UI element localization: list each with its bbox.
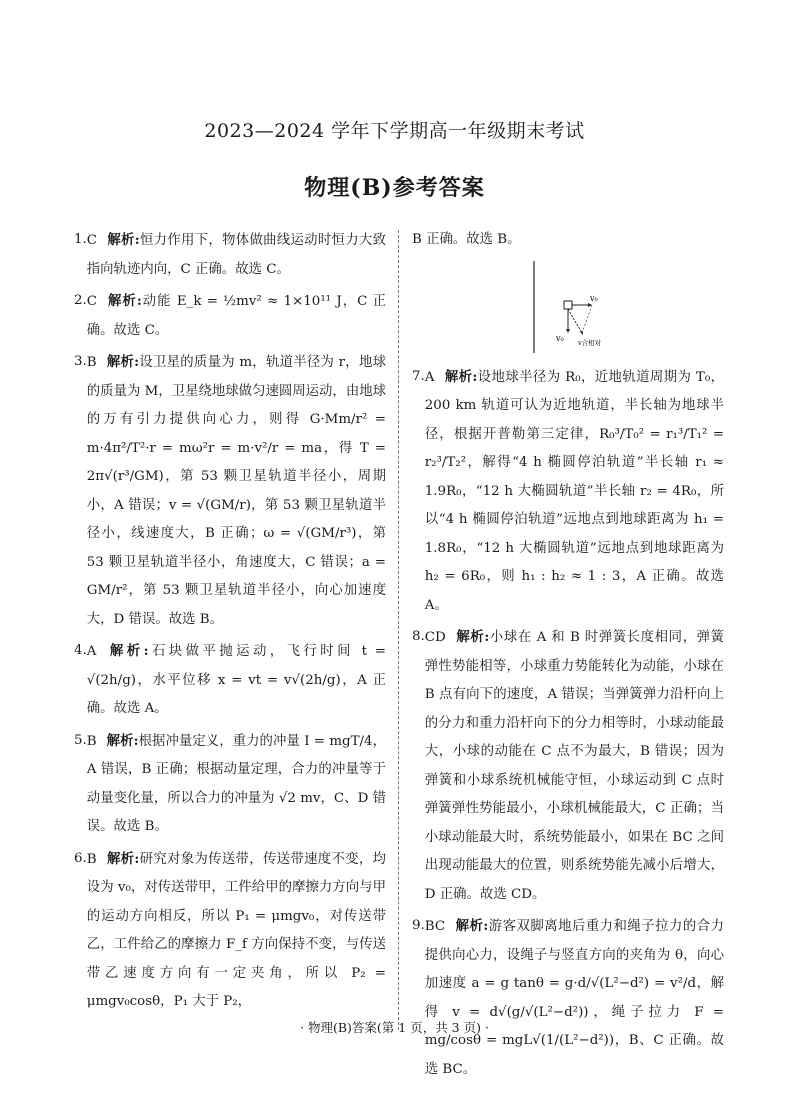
question-item <box>412 912 724 1084</box>
analysis-label: 解析: <box>455 918 489 934</box>
question-number: 3. <box>74 354 87 369</box>
answer-choice: A <box>424 369 435 385</box>
continued-text: B 正确。故选 B。 <box>412 232 521 247</box>
question-item <box>412 363 724 621</box>
analysis-label: 解析: <box>455 629 490 645</box>
analysis-text: 设地球半径为 R₀，近地轨道周期为 T₀，200 km 轨道可认为近地轨道，半长轴为地球半径，根据开普勒第三定律，R₀³/T₀² = r₁³/T₁² = r₂³/T₂²，解得“4 h 椭圆停泊轨道”半长轴 r₁ ≈ 1.9R₀，“12 h 大椭圆轨道”半长轴 r₂ = 4R₀，所以“4 h 椭圆停泊轨道”远地点到地球距离为 h₁ = 1.8R₀，“12 h 大椭圆轨道”远地点到地球距离为 h₂ = 6R₀，则 h₁ : h₂ ≈ 1 : 3，A 正确。故选 A。 <box>424 369 724 613</box>
left-column <box>74 226 386 1020</box>
question-item <box>74 348 386 634</box>
question-item <box>74 637 386 724</box>
analysis-label: 解析: <box>106 354 140 370</box>
analysis-label: 解析: <box>106 732 139 749</box>
analysis-label: 解析: <box>106 850 140 867</box>
velocity-diagram-svg <box>412 261 724 359</box>
question-number: 1. <box>74 232 87 247</box>
analysis-text: 游客双脚离地后重力和绳子拉力的合力提供向心力，设绳子与竖直方向的夹角为 θ，向心加速度 a = g tanθ = g·d/√(L²−d²) = v²/d，解得 v = d√(g/√(L²−d²))，绳子拉力 F = mg/cosθ = mgL√(1/(L²−d²))，B、C 正确。故选 BC。 <box>424 919 724 1077</box>
question-body <box>425 363 724 621</box>
exam-title: 2023—2024 学年下学期高一年级期末考试 <box>204 120 585 142</box>
question-item <box>74 287 386 345</box>
question-number: 6. <box>74 850 87 866</box>
analysis-text: 石块做平抛运动，飞行时间 t = √(2h/g)，水平位移 x = vt = v√(2h/g)，A 正确。故选 A。 <box>86 644 386 716</box>
label-v0-left: v₀ <box>556 333 564 343</box>
column-divider <box>398 230 399 1030</box>
question-item <box>74 727 386 842</box>
analysis-text: 动能 E_k = ½mv² ≈ 1×10¹¹ J，C 正确。故选 C。 <box>86 294 386 338</box>
dashed-guide <box>582 305 592 333</box>
question-body <box>87 637 386 724</box>
label-relative: v合相对 <box>578 338 602 347</box>
arrow-relative-velocity <box>568 309 582 333</box>
arrowhead-down <box>566 329 570 333</box>
question-body <box>425 912 724 1084</box>
question-number: 8. <box>412 629 425 644</box>
analysis-label: 解析: <box>107 232 140 248</box>
question-body <box>87 727 386 842</box>
label-v0-top: v₀ <box>590 293 598 303</box>
analysis-label: 解析: <box>107 293 142 309</box>
question-number: 9. <box>412 918 425 933</box>
analysis-text: 研究对象为传送带，传送带速度不变，均设为 v₀，对传送带甲，工件给甲的摩擦力方向与甲的运动方向相反，所以 P₁ = μmgv₀，对传送带乙，工件给乙的摩擦力 F_f 方向保持不变，与传送带乙速度方向有一定夹角，所以 P₂ = μmgv₀cosθ，P₁ 大于 P₂， <box>86 851 386 1009</box>
question-body <box>87 226 386 284</box>
velocity-diagram <box>412 261 724 359</box>
answer-choice: C <box>86 233 98 248</box>
answer-choice: A <box>86 644 97 659</box>
answer-choice: BC <box>424 919 446 934</box>
answer-key-title: 物理(B)参考答案 <box>304 175 485 201</box>
analysis-text: 恒力作用下，物体做曲线运动时恒力大致指向轨迹内向，C 正确。故选 C。 <box>86 233 387 277</box>
question-number: 5. <box>74 732 87 748</box>
question-item <box>412 623 724 909</box>
answer-choice: B <box>86 355 97 370</box>
analysis-label: 解析: <box>444 368 478 385</box>
analysis-label: 解析: <box>106 643 149 659</box>
workpiece-box <box>564 301 572 309</box>
question-number: 7. <box>412 368 425 384</box>
right-column <box>412 226 724 1087</box>
analysis-text: 根据冲量定义，重力的冲量 I = mgT/4，A 错误，B 正确；根据动量定理，合力的冲量等于动量变化量，所以合力的冲量为 √2 mv，C、D 错误。故选 B。 <box>86 733 386 834</box>
question-number: 2. <box>74 293 87 308</box>
question-body <box>87 845 386 1017</box>
question-body <box>87 287 386 345</box>
analysis-text: 设卫星的质量为 m，轨道半径为 r，地球的质量为 M，卫星绕地球做匀速圆周运动，由地球的万有引力提供向心力，则得 G·Mm/r² = m·4π²/T²·r = mω²r = m·v²/r = ma，得 T = 2π√(r³/GM)，第 53 颗卫星轨道半径小，周期小，A 错误；v = √(GM/r)，第 53 颗卫星轨道半径小，线速度大，B 正确；ω = √(GM/r³)，第 53 颗卫星轨道半径小，角速度大，C 错误；a = GM/r²，第 53 颗卫星轨道半径小，向心加速度大，D 错误。故选 B。 <box>86 355 386 627</box>
question-body <box>425 623 724 909</box>
page-footer: · 物理(B)答案(第 1 页，共 3 页) · <box>300 1020 489 1035</box>
analysis-text: 小球在 A 和 B 时弹簧长度相同，弹簧弹性势能相等，小球重力势能转化为动能，小球在 B 点有向下的速度，A 错误；当弹簧弹力沿杆向上的分力和重力沿杆向下的分力相等时，小球动能最大，小球的动能在 C 点不为最大，B 错误；因为弹簧和小球系统机械能守恒，小球运动到 C 点时弹簧弹性势能最小，小球机械能最大，C 正确；当小球动能最大时，系统势能最小，如果在 BC 之间出现动能最大的位置，则系统势能先减小后增大，D 正确。故选 CD。 <box>424 630 724 902</box>
question-item <box>74 226 386 284</box>
answer-choice: B <box>86 851 97 867</box>
question-number: 4. <box>74 643 87 658</box>
question-body <box>87 348 386 634</box>
answer-choice: B <box>86 733 97 749</box>
question-item <box>74 845 386 1017</box>
answer-choice: CD <box>424 630 446 645</box>
answer-choice: C <box>86 294 98 309</box>
